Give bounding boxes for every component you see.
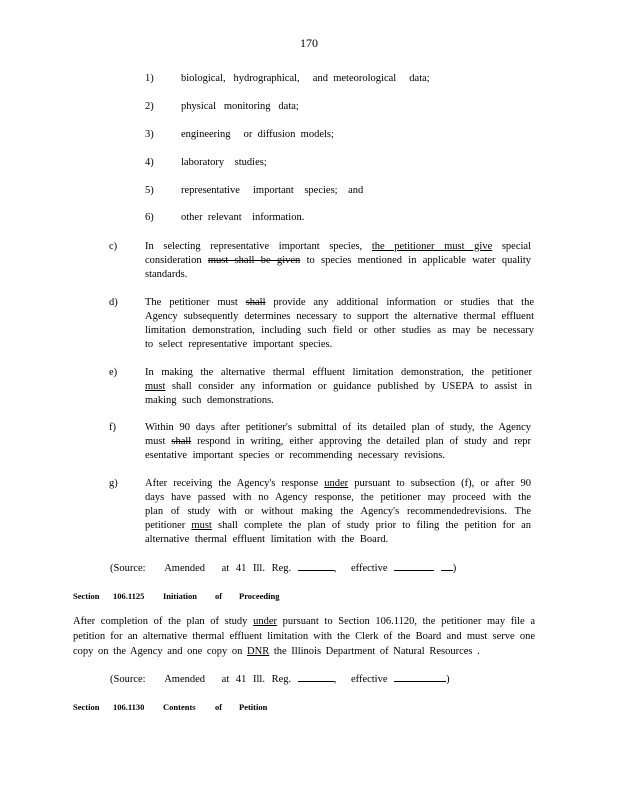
list-item-number: 6) bbox=[145, 212, 154, 223]
subsection-g bbox=[109, 477, 531, 547]
inserted-text: must bbox=[191, 520, 212, 531]
inserted-text: the petitioner must give bbox=[371, 241, 493, 252]
list-item bbox=[145, 157, 267, 168]
source-note: (Source: Amended at 41 Ill. Reg. , effective ) bbox=[110, 671, 450, 685]
deleted-text: shall bbox=[245, 297, 266, 308]
subsection-letter: c) bbox=[109, 241, 118, 252]
list-item bbox=[145, 73, 430, 84]
subsection-text: In selecting representative important species, the petitioner must give special consideration must shall be given to species mentioned in applicable water quality standards. bbox=[145, 241, 532, 280]
effective-blank bbox=[394, 671, 446, 682]
deleted-text: must shall be given bbox=[207, 255, 301, 266]
list-item-text: physical monitoring data; bbox=[181, 101, 299, 112]
reg-blank bbox=[298, 671, 334, 682]
inserted-text: under bbox=[324, 478, 349, 489]
list-item-text: other relevant information. bbox=[181, 212, 305, 223]
list-item-text: engineering or diffusion models; bbox=[181, 129, 334, 140]
list-item-text: representative important species; and bbox=[181, 185, 364, 196]
subsection-text: In making the alternative thermal effluent limitation demonstration, the petitioner must shall consider any information or guidance published by USEPA to assist in making such demonstrations. bbox=[145, 367, 532, 406]
subsection-c bbox=[109, 240, 532, 282]
source-note: (Source: Amended at 41 Ill. Reg. , effective ) bbox=[110, 560, 456, 574]
reg-blank bbox=[298, 560, 334, 571]
list-item bbox=[145, 101, 299, 112]
list-item bbox=[145, 212, 304, 223]
effective-blank bbox=[394, 560, 434, 571]
list-item bbox=[145, 185, 363, 196]
list-item bbox=[145, 129, 334, 140]
subsection-letter: d) bbox=[109, 297, 118, 308]
list-item-number: 4) bbox=[145, 157, 154, 168]
list-item-number: 5) bbox=[145, 185, 154, 196]
deleted-text: shall bbox=[171, 436, 192, 447]
section-heading: Section 106.1130 Contents of Petition bbox=[73, 702, 268, 712]
subsection-text: The petitioner must shall provide any additional information or studies that the Agency subsequently determines necessary to support the alternative thermal effluent limitation demonstration, including such field or other studies as may be necessary to select representative important species. bbox=[145, 297, 534, 350]
section-paragraph: After completion of the plan of study under pursuant to Section 106.1120, the petitioner may file a petition for an alternative thermal effluent limitation with the Clerk of the Board and must serve one copy on the Agency and one copy on DNR the Illinois Department of Natural Resources . bbox=[73, 616, 536, 657]
list-item-number: 1) bbox=[145, 73, 154, 84]
subsection-text: After receiving the Agency's response under pursuant to subsection (f), or after 90 days have passed with no Agency response, the petitioner may proceed with the plan of study with or without making the Agency's recommendedrevisions. The petitioner must shall complete the plan of study prior to filing the petition for an alternative thermal effluent limitation with the Board. bbox=[145, 478, 531, 545]
subsection-letter: g) bbox=[109, 478, 118, 489]
list-item-number: 2) bbox=[145, 101, 154, 112]
list-item-text: laboratory studies; bbox=[181, 157, 267, 168]
subsection-d bbox=[109, 296, 534, 352]
list-item-number: 3) bbox=[145, 129, 154, 140]
page-number: 170 bbox=[300, 36, 318, 50]
section-heading: Section 106.1125 Initiation of Proceeding bbox=[73, 591, 280, 601]
subsection-letter: f) bbox=[109, 422, 116, 433]
inserted-text: must bbox=[145, 381, 166, 392]
subsection-f bbox=[109, 421, 531, 463]
subsection-e bbox=[109, 366, 532, 408]
effective-blank bbox=[441, 560, 453, 571]
inserted-text: under bbox=[253, 616, 277, 627]
inserted-text: DNR bbox=[247, 646, 270, 657]
subsection-letter: e) bbox=[109, 367, 118, 378]
subsection-text: Within 90 days after petitioner's submittal of its detailed plan of study, the Agency must shall respond in writing, either approving the detailed plan of study and repr esentative important species or recommending necessary revisions. bbox=[145, 422, 531, 461]
list-item-text: biological, hydrographical, and meteorological data; bbox=[181, 73, 430, 84]
